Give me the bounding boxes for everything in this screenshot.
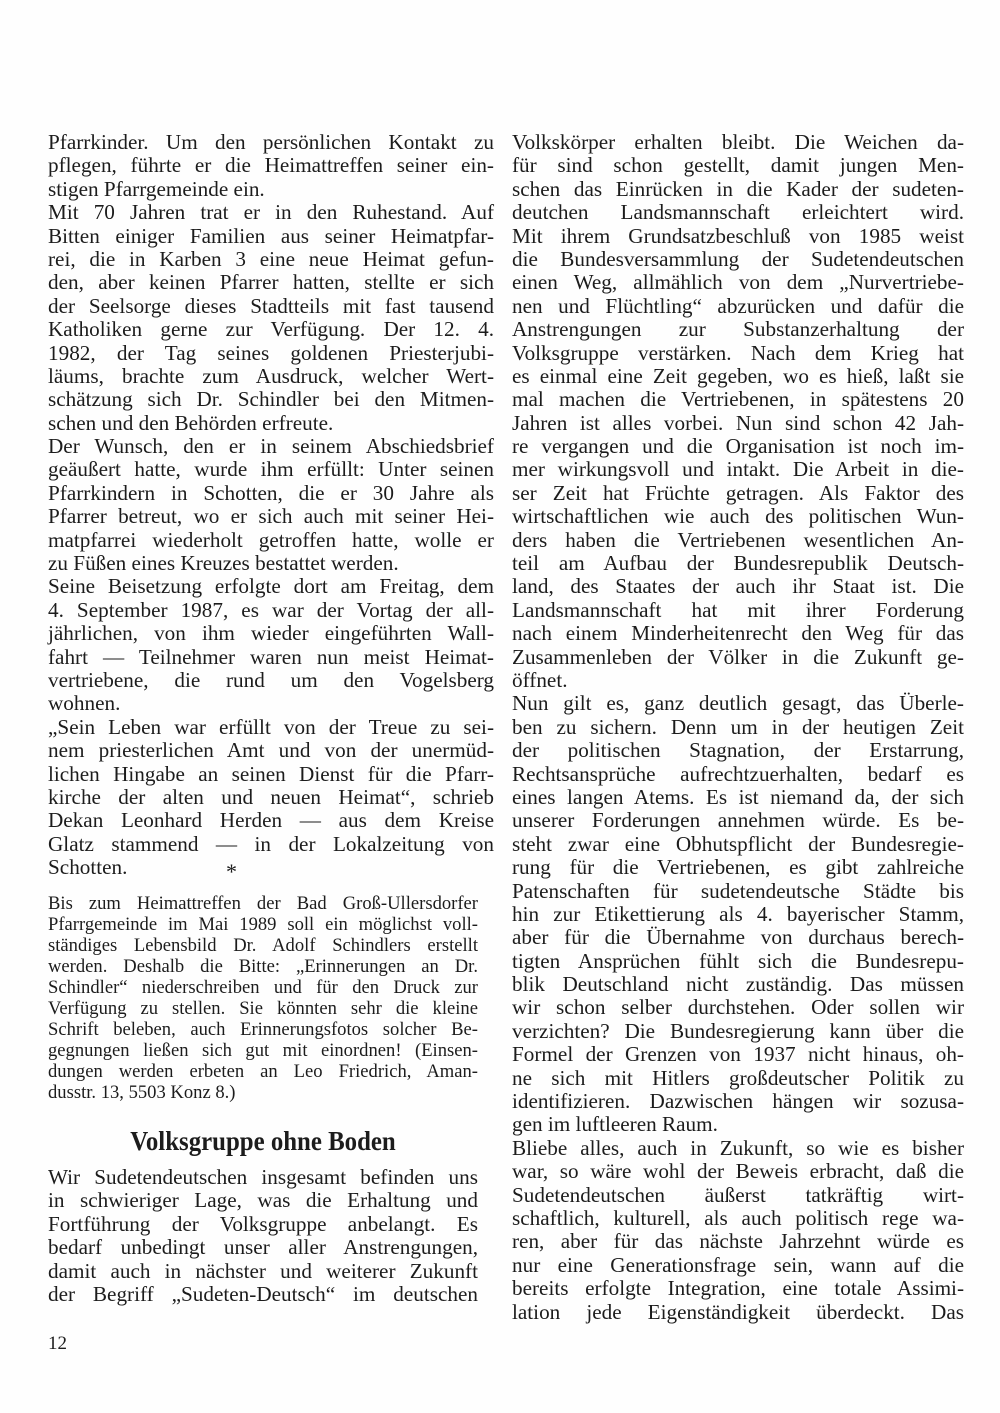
text-line: geäußert hatte, wurde ihm erfüllt: Unter seinen <box>48 457 494 482</box>
text-line: nach einem Minderheitenrecht den Weg für das <box>512 621 964 646</box>
right-column-text <box>512 131 964 1324</box>
text-line: re vergangen und die Organisation ist noch im- <box>512 434 964 459</box>
text-line: dungen werden erbeten an Leo Friedrich, Aman- <box>48 1061 478 1082</box>
text-line: Patenschaften für sudetendeutsche Städte bis <box>512 878 964 903</box>
text-line: der politischen Stagnation, der Erstarrung, <box>512 738 964 763</box>
text-line: identifizieren. Dazwischen hängen wir sozusa- <box>512 1089 964 1114</box>
text-line: unserer Forderungen annehmen würde. Es be- <box>512 808 964 833</box>
text-line: Der Wunsch, den er in seinem Abschiedsbrief <box>48 434 494 459</box>
text-line: fahrt — Teilnehmer waren nun meist Heimat- <box>48 644 494 669</box>
text-line: Formel der Grenzen von 1937 nicht hinaus, oh- <box>512 1042 964 1067</box>
text-line: Volksgruppe verstärken. Nach dem Krieg hat <box>512 340 964 365</box>
text-line: zu Füßen eines Kreuzes bestattet werden. <box>48 551 399 576</box>
text-line: schen und den Behörden erfreute. <box>48 410 334 435</box>
text-line: Bliebe alles, auch in Zukunft, so wie es bisher <box>512 1135 964 1160</box>
text-line: Bis zum Heimattreffen der Bad Groß-Ullersdorfer <box>48 893 478 914</box>
text-line: Landsmannschaft hat mit ihrer Forderung <box>512 597 964 622</box>
text-line: Katholiken gerne zur Verfügung. Der 12. 4. <box>48 317 494 342</box>
section-separator-asterisk: * <box>226 859 237 884</box>
text-line: ständiges Lebensbild Dr. Adolf Schindlers erstellt <box>48 935 478 956</box>
text-line: hin zur Etikettierung als 4. bayerischer Stamm, <box>512 901 964 926</box>
text-line: in schwieriger Lage, was die Erhaltung und <box>48 1188 478 1213</box>
text-line: Sudetendeutschen äußerst tatkräftig wirt- <box>512 1182 964 1207</box>
text-line: bereits erfolgte Integration, eine totale Assimi- <box>512 1276 964 1301</box>
text-line: bedarf unbedingt unser aller Anstrengungen, <box>48 1235 478 1260</box>
text-line: blik Deutschland nicht zuständig. Das müssen <box>512 972 964 997</box>
text-line: wir schon selber durchstehen. Oder sollen wir <box>512 995 964 1020</box>
text-line: Nun gilt es, ganz deutlich gesagt, das Überle- <box>512 691 964 716</box>
text-line: 1982, der Tag seines goldenen Priesterjubi- <box>48 340 494 365</box>
article-intro-text <box>48 1166 478 1306</box>
text-line: die Bundesversammlung der Sudetendeutschen <box>512 246 964 271</box>
text-line: schaftlich, kulturell, als auch politisch rege wa- <box>512 1205 964 1230</box>
text-line: gen im luftleeren Raum. <box>512 1112 718 1137</box>
text-line: vertriebene, die rund um den Vogelsberg <box>48 667 494 692</box>
text-line: Schindler“ niederschreiben und für den Druck zur <box>48 977 478 998</box>
text-line: Jahren ist alles vorbei. Nun sind schon 42 Jah- <box>512 410 964 435</box>
text-line: damit auch in nächster und weiterer Zukunft <box>48 1258 478 1283</box>
text-line: lation jede Eigenständigkeit überdeckt. Das <box>512 1299 964 1324</box>
text-line: stigen Pfarrgemeinde ein. <box>48 176 265 201</box>
text-line: schätzung sich Dr. Schindler bei den Mitmen- <box>48 387 494 412</box>
text-line: Volkskörper erhalten bleibt. Die Weichen da- <box>512 130 964 154</box>
text-line: war, so wäre wohl der Beweis erbracht, daß die <box>512 1159 964 1184</box>
text-line: teil am Aufbau der Bundesrepublik Deutsch- <box>512 551 964 576</box>
text-line: Pfarrer betreut, wo er sich auch mit seiner Hei- <box>48 504 494 529</box>
text-line: Seine Beisetzung erfolgte dort am Freitag, dem <box>48 574 494 599</box>
text-line: Mit 70 Jahren trat er in den Ruhestand. Auf <box>48 200 494 225</box>
text-line: nur eine Generationsfrage sein, wann auf die <box>512 1252 964 1277</box>
text-line: eines langen Atems. Es ist niemand da, der sich <box>512 784 964 809</box>
text-line: werden. Deshalb die Bitte: „Erinnerungen an Dr. <box>48 956 478 977</box>
text-line: lichen Hingabe an seinen Dienst für die Pfarr- <box>48 761 494 786</box>
text-line: der Begriff „Sudeten-Deutsch“ im deutschen <box>48 1281 478 1306</box>
text-line: aber für die Übernahme von durchaus berech- <box>512 925 964 950</box>
text-line: ben zu sichern. Denn um in der heutigen Zeit <box>512 714 964 739</box>
text-line: Glatz stammend — in der Lokalzeitung von <box>48 831 494 856</box>
text-line: einen Weg, allmählich von dem „Nurvertriebe- <box>512 270 964 295</box>
text-line: Schotten. <box>48 855 128 880</box>
text-line: ne sich mit Hitlers großdeutscher Politik zu <box>512 1065 964 1090</box>
text-line: für sind schon gestellt, damit jungen Men- <box>512 153 964 178</box>
text-line: land, des Staates der auch ihr Staat ist. Die <box>512 574 964 599</box>
text-line: gegnungen ließen sich gut mit einordnen! (Einsen- <box>48 1040 478 1061</box>
text-line: Bitten einiger Familien aus seiner Heimatpfar- <box>48 223 494 248</box>
text-line: 4. September 1987, es war der Vortag der all- <box>48 597 494 622</box>
left-column-text <box>48 131 494 880</box>
text-line: steht zwar eine Obhutspflicht der Bundesregie- <box>512 831 964 856</box>
text-line: Pfarrkindern in Schotten, die er 30 Jahre als <box>48 480 494 505</box>
text-line: Dekan Leonhard Herden — aus dem Kreise <box>48 808 494 833</box>
page-number: 12 <box>48 1333 67 1354</box>
text-line: Fortführung der Volksgruppe anbelangt. Es <box>48 1211 478 1236</box>
text-line: Wir Sudetendeutschen insgesamt befinden uns <box>48 1165 478 1189</box>
text-line: läums, brachte zum Ausdruck, welcher Wert- <box>48 363 494 388</box>
article-heading: Volksgruppe ohne Boden <box>130 1126 396 1156</box>
text-line: Pfarrgemeinde im Mai 1989 soll ein möglichst voll- <box>48 914 478 935</box>
text-line: nem priesterlichen Amt und von der unermüd- <box>48 738 494 763</box>
text-line: schen das Einrücken in die Kader der sudeten- <box>512 176 964 201</box>
text-line: wirtschaftlichen wie auch des politischen Wun- <box>512 504 964 529</box>
text-line: dusstr. 13, 5503 Konz 8.) <box>48 1082 236 1103</box>
text-line: wohnen. <box>48 691 121 716</box>
text-line: Pfarrkinder. Um den persönlichen Kontakt zu <box>48 130 494 154</box>
text-line: den, aber keinen Pfarrer hatten, stellte er sich <box>48 270 494 295</box>
text-line: verzichten? Die Bundesregierung kann über die <box>512 1018 964 1043</box>
text-line: der Seelsorge dieses Stadtteils mit fast tausend <box>48 293 494 318</box>
text-line: mal machen die Vertriebenen, in spätestens 20 <box>512 387 964 412</box>
text-line: matpfarrei wiederholt getroffen hatte, wolle er <box>48 527 494 552</box>
text-line: jährlichen, von ihm wieder eingeführten Wall- <box>48 621 494 646</box>
text-line: kirche der alten und neuen Heimat“, schrieb <box>48 784 494 809</box>
notice-paragraph <box>48 893 478 1103</box>
text-line: ser Zeit hat Früchte getragen. Als Faktor des <box>512 480 964 505</box>
text-line: ren, aber für das nächste Jahrzehnt würde es <box>512 1229 964 1254</box>
text-line: rung für die Vertriebenen, es gibt zahlreiche <box>512 855 964 880</box>
text-line: Mit ihrem Grundsatzbeschluß von 1985 weist <box>512 223 964 248</box>
text-line: mer wirkungsvoll und intakt. Die Arbeit in die- <box>512 457 964 482</box>
text-line: öffnet. <box>512 667 568 692</box>
text-line: „Sein Leben war erfüllt von der Treue zu sei- <box>48 714 494 739</box>
text-line: tigten Ansprüchen fühlt sich die Bundesrepu- <box>512 948 964 973</box>
text-line: pflegen, führte er die Heimattreffen seiner ein- <box>48 153 494 178</box>
text-line: Zusammenleben der Völker in die Zukunft ge- <box>512 644 964 669</box>
text-line: es einmal eine Zeit gegeben, wo es hieß, laßt sie <box>512 363 964 388</box>
text-line: deutchen Landsmannschaft erleichtert wird. <box>512 200 964 225</box>
text-line: Anstrengungen zur Substanzerhaltung der <box>512 317 964 342</box>
text-line: Rechtsansprüche aufrechtzuerhalten, bedarf es <box>512 761 964 786</box>
text-line: nen und Flüchtling“ abzurücken und dafür die <box>512 293 964 318</box>
text-line: rei, die in Karben 3 eine neue Heimat gefun- <box>48 246 494 271</box>
text-line: Schrift beleben, auch Erinnerungsfotos solcher Be- <box>48 1019 478 1040</box>
text-line: Verfügung zu stellen. Sie könnten sehr die kleine <box>48 998 478 1019</box>
text-line: ders haben die Vertriebenen wesentlichen An- <box>512 527 964 552</box>
